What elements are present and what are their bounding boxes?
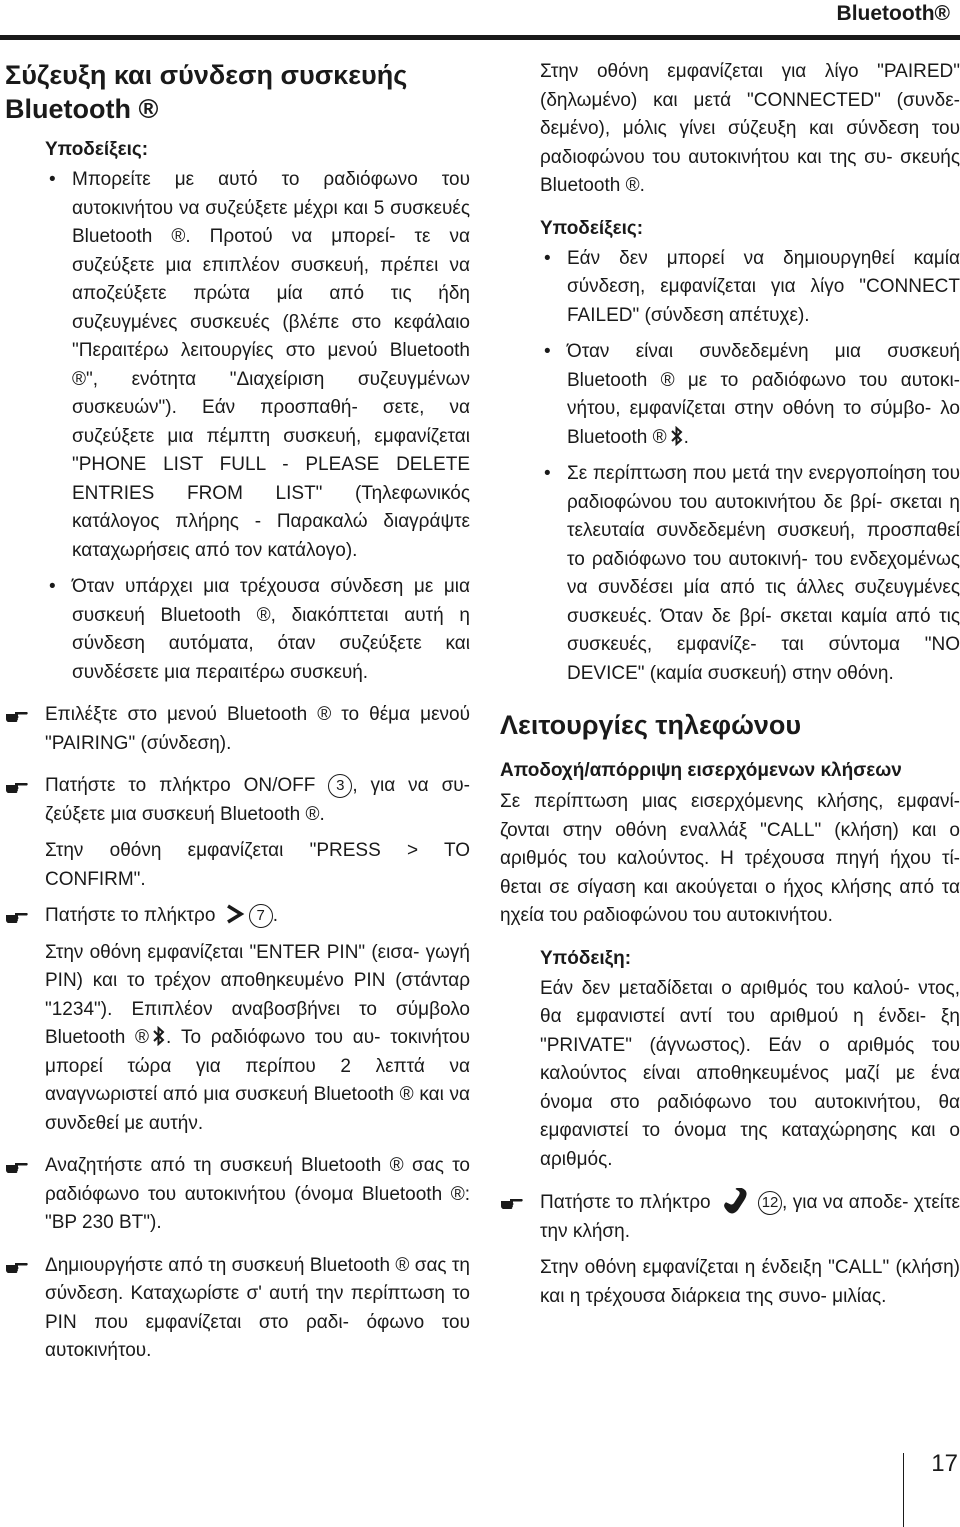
step-text: Δημιουργήστε από τη συσκευή Bluetooth ® σας τη σύνδεση. Καταχωρίστε σ' αυτή την περίπτωση το PIN που εμφανίζεται στο ραδι- όφωνο του αυτοκινήτου. — [45, 1254, 470, 1361]
chevron-right-icon — [224, 903, 246, 925]
step-result: Στην οθόνη εμφανίζεται η ένδειξη "CALL" (κλήση) και η τρέχουσα διάρκεια της συνο- μιλίας. — [540, 1257, 960, 1307]
instruction-step — [5, 1252, 470, 1366]
intro-paragraph: Στην οθόνη εμφανίζεται για λίγο "PAIRED" (δηλωμένο) και μετά "CONNECTED" (συνδε- δεμένο), μόλις γίνει σύζευξη και σύνδεση του ραδιοφώνου του αυτοκινήτου και της συ- σκευής Bluetooth ®. — [540, 61, 960, 196]
list-item — [500, 460, 960, 688]
bullet-text: Μπορείτε με αυτό το ραδιόφωνο του αυτοκινήτου να συζεύξετε μέχρι και 5 συσκευές Bluetooth ®. Προτού να μπορεί- τε να συζεύξετε μια επιπλέον συσκευή, πρέπει να αποζεύξετε πρώτα μία από τις ήδη συζευγμένες συσκευές (βλέπε στο κεφάλαιο "Περαιτέρω λειτουργίες στο μενού Bluetooth ®", ενότητα "Διαχείριση συζευγμένων συσκευών"). Εάν προσπαθή- σετε, να συζεύξετε μια πέμπτη συσκευή, εμφανίζεται "PHONE LIST FULL - PLEASE DELETE ENTRIES FROM LIST" (Τηλεφωνικός κατάλογος πλήρης - Παρακαλώ διαγράψτε καταχωρήσεις από τον κατάλογο). — [72, 169, 470, 561]
step-text: , για να συ- ζεύξετε μια συσκευή Bluetooth ®. — [45, 775, 471, 825]
step-text: , για να αποδε- χτείτε την κλήση. — [540, 1192, 960, 1242]
list-item — [500, 245, 960, 331]
step-result: Στην οθόνη εμφανίζεται "PRESS > TO CONFIRM". — [45, 840, 470, 890]
bluetooth-icon — [670, 426, 684, 446]
instruction-step — [500, 1188, 960, 1246]
body-paragraph: Σε περίπτωση μιας εισερχόμενης κλήσης, εμφανί- ζονται στην οθόνη εναλλάξ "CALL" (κλήση) και ο αριθμός του καλούντος. Η τρέχουσα πηγή ήχου τί- θεται σε σίγαση και ακούγεται ο ήχος κλήσης από τα ηχεία του ραδιοφώνου του αυτοκινήτου. — [500, 791, 960, 926]
bluetooth-icon — [152, 1026, 166, 1046]
pointing-hand-icon — [5, 909, 29, 925]
pointing-hand-icon — [500, 1195, 524, 1211]
step-text: Αναζητήστε από τη συσκευή Bluetooth ® σας το ραδιόφωνο του αυτοκινήτου (όνομα Bluetooth ®: "BP 230 BT"). — [45, 1155, 470, 1233]
title-line-1: Σύζευξη και σύνδεση συσκευής — [5, 60, 408, 90]
result-text: Στην οθόνη εμφανίζεται "ENTER PIN" (εισα- γωγή PIN) και το τρέχον αποθηκευμένο PIN (στάνταρ "1234"). Επιπλέον αναβοσβήνει το σύμβολο Bluetooth ® — [45, 941, 470, 1048]
section-title-pairing — [5, 58, 470, 126]
right-column — [500, 58, 960, 1311]
list-item — [500, 338, 960, 452]
pointing-hand-icon — [5, 708, 29, 724]
page-number: 17 — [931, 1450, 958, 1477]
step-result — [5, 939, 470, 1139]
header-title: Bluetooth® — [836, 2, 950, 25]
bullet-text: Εάν δεν μπορεί να δημιουργηθεί καμία σύνδεση, εμφανίζεται για λίγο "CONNECT FAILED" (σύνδεση απέτυχε). — [567, 247, 960, 326]
phone-icon — [720, 1188, 754, 1214]
page-header — [0, 0, 960, 44]
instruction-step — [5, 701, 470, 758]
bullet-text: Σε περίπτωση που μετά την ενεργοποίηση του ραδιοφώνου του αυτοκινήτου δε βρί- σκεται η τελευταία συνδεδεμένη συσκευή, προσπαθεί το ραδιόφωνο του αυτοκινή- του ενδεχομένως να συνδέσει μία από τις άλλες συζευγμένες συσκευές. Όταν δε βρί- σκεται καμία από τις συσκευές, εμφανίζε- ται σύντομα "NO DEVICE" (καμία συσκευή) στην οθόνη. — [567, 463, 960, 684]
pointing-hand-icon — [5, 1159, 29, 1175]
left-column — [5, 58, 470, 1366]
title-line-2: Bluetooth ® — [5, 94, 159, 124]
pointing-hand-icon — [5, 1259, 29, 1275]
bullet-dot: • — [544, 341, 551, 362]
bullet-dot: • — [49, 576, 56, 597]
subsection-title: Αποδοχή/απόρριψη εισερχόμενων κλήσεων — [500, 760, 902, 781]
step-text: Πατήστε το πλήκτρο — [45, 905, 216, 926]
step-text: Πατήστε το πλήκτρο — [540, 1192, 711, 1213]
key-number-badge: 3 — [328, 774, 352, 798]
instruction-step — [5, 902, 470, 931]
key-number-badge: 12 — [758, 1191, 782, 1215]
key-number-badge: 7 — [249, 904, 273, 928]
instruction-step — [5, 1152, 470, 1238]
notes-label: Υποδείξεις: — [45, 139, 149, 160]
step-text: Επιλέξτε στο μενού Bluetooth ® το θέμα μενού "PAIRING" (σύνδεση). — [45, 704, 470, 754]
bullet-dot: • — [49, 169, 56, 190]
result-text: . Το ραδιόφωνο του αυ- τοκινήτου μπορεί τώρα για περίπου 2 λεπτά να αναγνωριστεί από μια συσκευή Bluetooth ® και να συνδεθεί με αυτήν. — [45, 1027, 470, 1134]
step-text: . — [272, 905, 278, 926]
notes-label: Υποδείξεις: — [540, 217, 644, 239]
note-text: Εάν δεν μεταδίδεται ο αριθμός του καλού- ντος, θα εμφανιστεί αντί του αριθμού η ένδει- ξη "PRIVATE" (άγνωστος). Εάν ο αριθμός του καλούντος είναι αποθηκευμένος μαζί με ένα όνομα στο ραδιόφωνο του αυτοκινήτου, θα εμφανιστεί το όνομα της καταχώρησης και ο αριθμός. — [540, 977, 960, 1170]
list-item — [5, 166, 470, 565]
list-item — [5, 573, 470, 687]
pointing-hand-icon — [5, 779, 29, 795]
section-title-phone: Λειτουργίες τηλεφώνου — [500, 710, 802, 740]
header-rule — [0, 35, 960, 40]
bullet-text: . — [683, 426, 689, 448]
note-label: Υπόδειξη: — [540, 947, 632, 969]
bullet-text: Όταν είναι συνδεδεμένη μια συσκευή Bluetooth ® με το ραδιόφωνο του αυτοκι- νήτου, εμφανίζεται στην οθόνη το σύμβο- λο Bluetooth ® — [567, 341, 960, 448]
step-text: Πατήστε το πλήκτρο ON/OFF — [45, 775, 316, 796]
bullet-dot: • — [544, 463, 551, 484]
page-number-rule — [903, 1453, 904, 1527]
instruction-step — [5, 772, 470, 829]
bullet-dot: • — [544, 247, 551, 269]
bullet-text: Όταν υπάρχει μια τρέχουσα σύνδεση με μια συσκευή Bluetooth ®, διακόπτεται αυτή η σύνδεση αυτόματα, όταν συζεύξετε και συνδέσετε μια περαιτέρω συσκευή. — [72, 576, 470, 683]
